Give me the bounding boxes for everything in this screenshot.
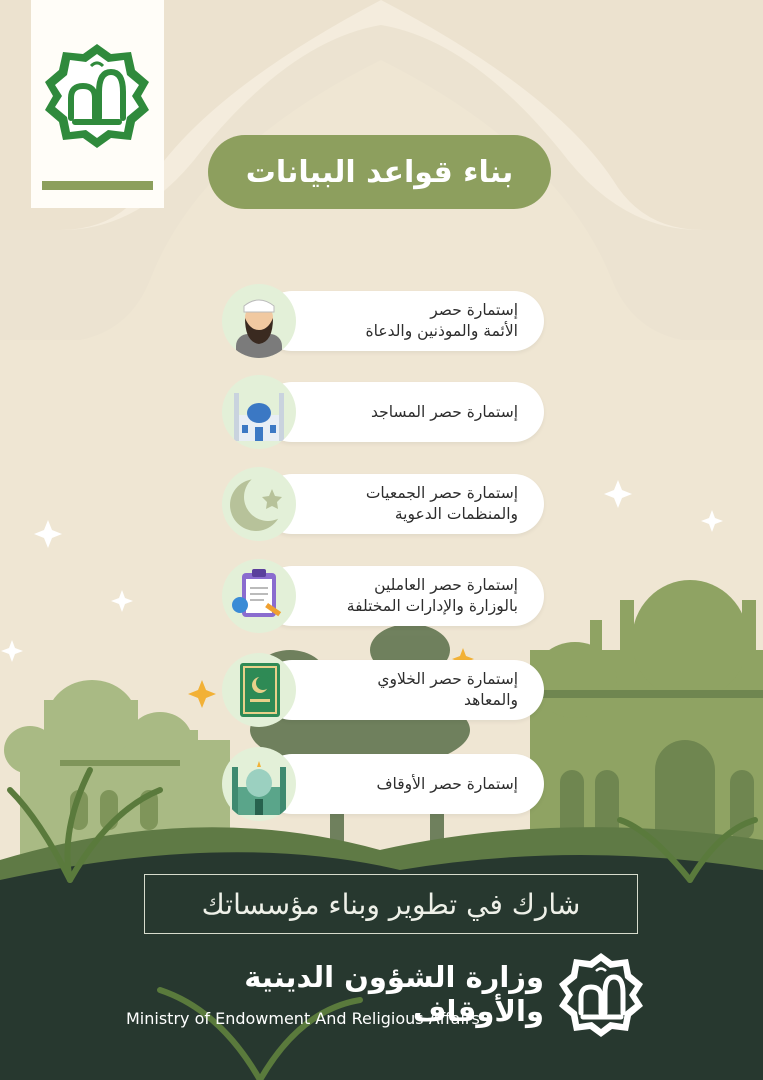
form-item-label-line1: إستمارة حصر: [430, 301, 518, 319]
mosque-building-icon: [222, 747, 296, 821]
ministry-logo-icon: [557, 951, 645, 1039]
form-item-khalawi[interactable]: [222, 660, 544, 720]
cta-banner: شارك في تطوير وبناء مؤسساتك: [144, 874, 638, 934]
crescent-star-icon: [222, 467, 296, 541]
logo-underline: [42, 181, 153, 190]
quran-book-icon: [222, 653, 296, 727]
form-item-label-line2: الأئمة والموذنين والدعاة: [365, 322, 518, 340]
form-item-label-line1: إستمارة حصر المساجد: [371, 402, 518, 421]
ministry-name-arabic: وزارة الشؤون الدينية والأوقاف: [244, 960, 544, 1028]
form-item-label-line1: إستمارة حصر العاملين: [374, 576, 518, 594]
form-item-label-line1: إستمارة حصر الأوقاف: [376, 774, 518, 793]
logo-card: [31, 0, 164, 208]
form-item-mosques[interactable]: [222, 382, 544, 442]
form-item-label-line2: بالوزارة والإدارات المختلفة: [346, 597, 518, 615]
form-item-label-line2: والمنظمات الدعوية: [394, 505, 518, 523]
imam-icon: [222, 284, 296, 358]
form-item-imams[interactable]: [222, 291, 544, 351]
ministry-logo-icon: [31, 0, 164, 180]
form-item-employees[interactable]: [222, 566, 544, 626]
form-item-label-line1: إستمارة حصر الجمعيات: [365, 484, 518, 502]
ministry-name-english: Ministry of Endowment And Religious Affairs: [126, 1009, 480, 1028]
form-item-label-line1: إستمارة حصر الخلاوي: [377, 670, 518, 688]
form-item-label-line2: والمعاهد: [464, 691, 518, 709]
form-item-endowments[interactable]: [222, 754, 544, 814]
form-item-associations[interactable]: [222, 474, 544, 534]
mosque-icon: [222, 375, 296, 449]
page-title: بناء قواعد البيانات: [208, 135, 551, 209]
clipboard-icon: [222, 559, 296, 633]
